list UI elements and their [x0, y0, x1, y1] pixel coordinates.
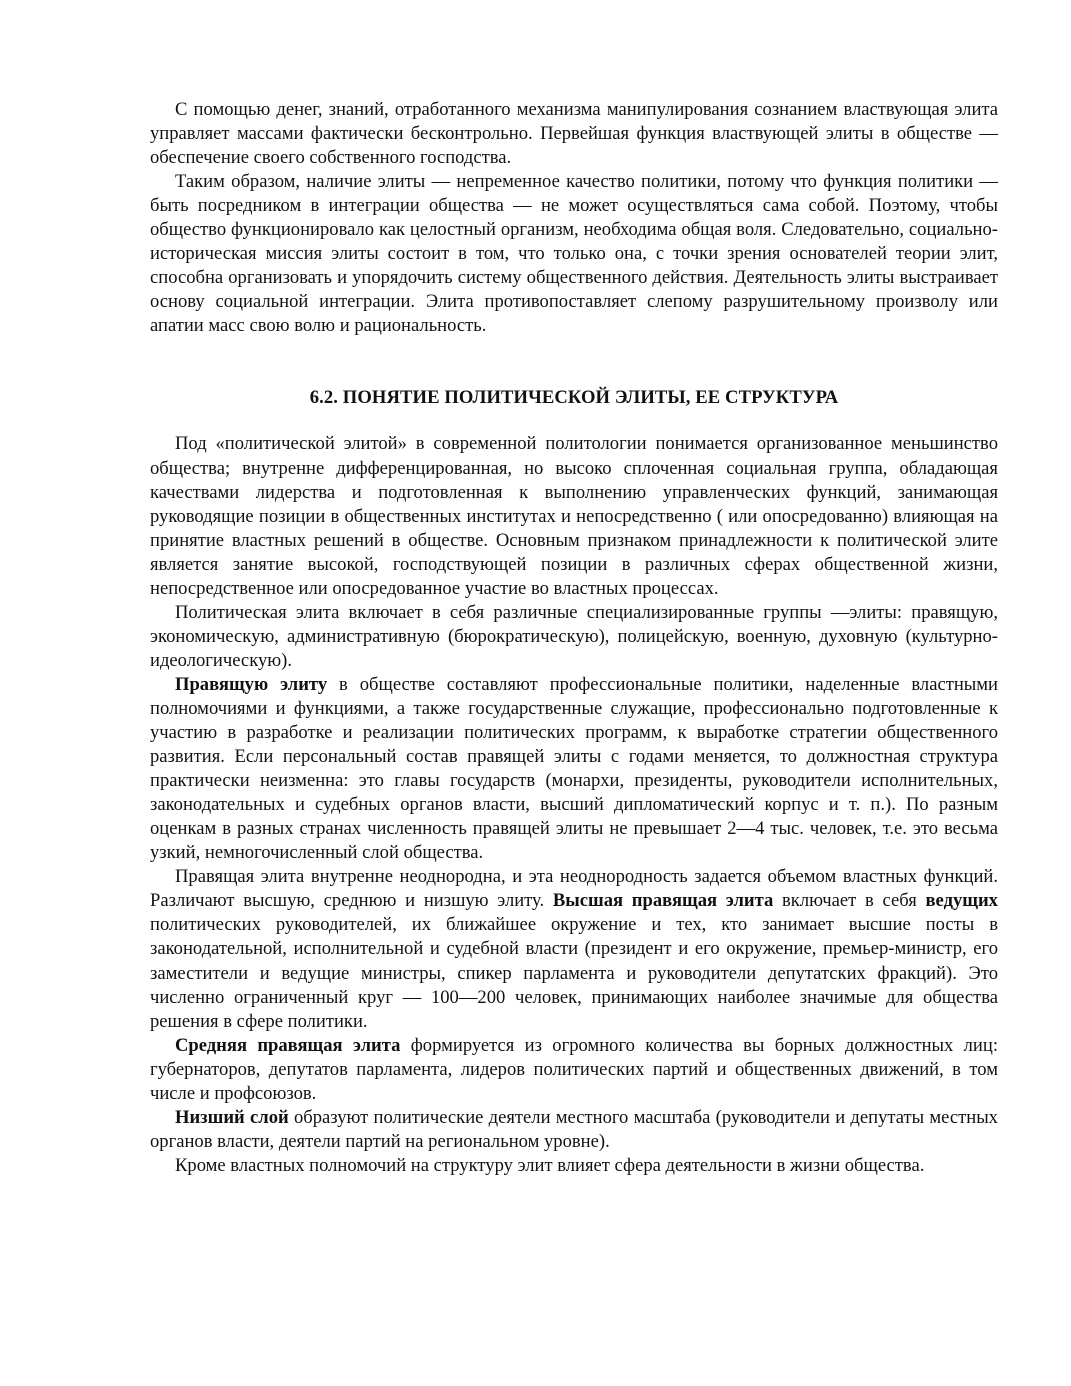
paragraph: Таким образом, наличие элиты — непременное качество политики, потому что функция политики — быть посредником в интеграции общества — не может осуществляться сама собой. Поэтому, чтобы общество функционировало как целостный организм, необходима общая воля. Следовательно, социально-историческая миссия элиты состоит в том, что только она, с точки зрения основателей теории элит, способна организовать и упорядочить систему общественного действия. Деятельность элиты выстраивает основу социальной интеграции. Элита противопоставляет слепому разрушительному произволу или апатии масс свою волю и рациональность. [150, 171, 998, 337]
paragraph: Политическая элита включает в себя различные специализированные группы —элиты: правящую, экономическую, административную (бюрократическую), полицейскую, военную, духовную (культурно-идеологическую). [150, 601, 998, 671]
paragraph: Кроме властных полномочий на структуру элит влияет сфера деятельности в жизни общества. [175, 1154, 925, 1176]
paragraph-text: политических руководителей, их ближайшее окружение и тех, кто занимает высшие посты в законодательной, исполнительной и судебной власти (президент и его окружение, премьер-министр, его заместители и ведущие министры, спикер парламента и руководители депутатских фракций). Это численно ограниченный круг — 100—200 человек, принимающих наиболее значимые для общества решения в сфере политики. [150, 914, 998, 1032]
paragraph [150, 1034, 998, 1106]
paragraph-text: образуют политические деятели местного масштаба (руководители и депутаты местных органов власти, деятели партий на региональном уровне). [150, 1106, 998, 1152]
spacer [150, 338, 998, 386]
paragraph-text: Правящая элита внутренне неоднородна, и эта неоднородность задается объемом властных функций. Различают высшую, среднюю и низшую элиту. [150, 866, 998, 912]
bold-term: Низший слой [175, 1106, 289, 1128]
bold-term: Высшая правящая элита [552, 890, 774, 912]
paragraph-text: в обществе составляют профессиональные политики, наделенные властными полномочиями и функциями, а также государственные служащие, профессионально подготовленные к участию в разработке и реализации политических программ, к выработке стратегии общественного развития. Если персональный состав правящей элиты с годами меняется, то должностная структура практически неизменна: это главы государств (монархи, президенты, руководители исполнительных, законодательных и судебных органов власти, высший дипломатический корпус и т. п.). По разным оценкам в разных странах численность правящей элиты не превышает 2—4 тыс. человек, т.е. это весьма узкий, немногочисленный слой общества. [150, 673, 998, 864]
section-heading: 6.2. ПОНЯТИЕ ПОЛИТИЧЕСКОЙ ЭЛИТЫ, ЕЕ СТРУКТУРА [309, 387, 839, 409]
paragraph-text: формируется из огромного количества вы борных должностных лиц: губернаторов, депутатов парламента, лидеров политических партий и общественных движений, в том числе и профсоюзов. [150, 1034, 998, 1104]
paragraph-text: включает в себя [773, 890, 926, 912]
spacer [150, 410, 998, 432]
bold-term: Средняя правящая элита [175, 1034, 401, 1056]
paragraph: Под «политической элитой» в современной политологии понимается организованное меньшинство общества; внутренне дифференцированная, но высоко сплоченная социальная группа, обладающая качествами лидерства и подготовленная к выполнению управленческих функций, занимающая руководящие позиции в общественных институтах и непосредственно ( или опосредованно) влияющая на принятие властных решений в обществе. Основным признаком принадлежности к политической элите является занятие высокой, господствующей позиции в различных сферах общественной жизни, непосредственное или опосредованное участие во властных процессах. [150, 433, 998, 599]
document-page [150, 98, 998, 1178]
paragraph [150, 865, 998, 1033]
bold-term: ведущих [925, 890, 998, 912]
paragraph [150, 673, 998, 865]
paragraph [150, 1106, 998, 1154]
paragraph: С помощью денег, знаний, отработанного механизма манипулирования сознанием властвующая элита управляет массами фактически бесконтрольно. Первейшая функция властвующей элиты в обществе — обеспечение своего собственного господства. [150, 99, 998, 169]
bold-term: Правящую элиту [175, 673, 328, 695]
